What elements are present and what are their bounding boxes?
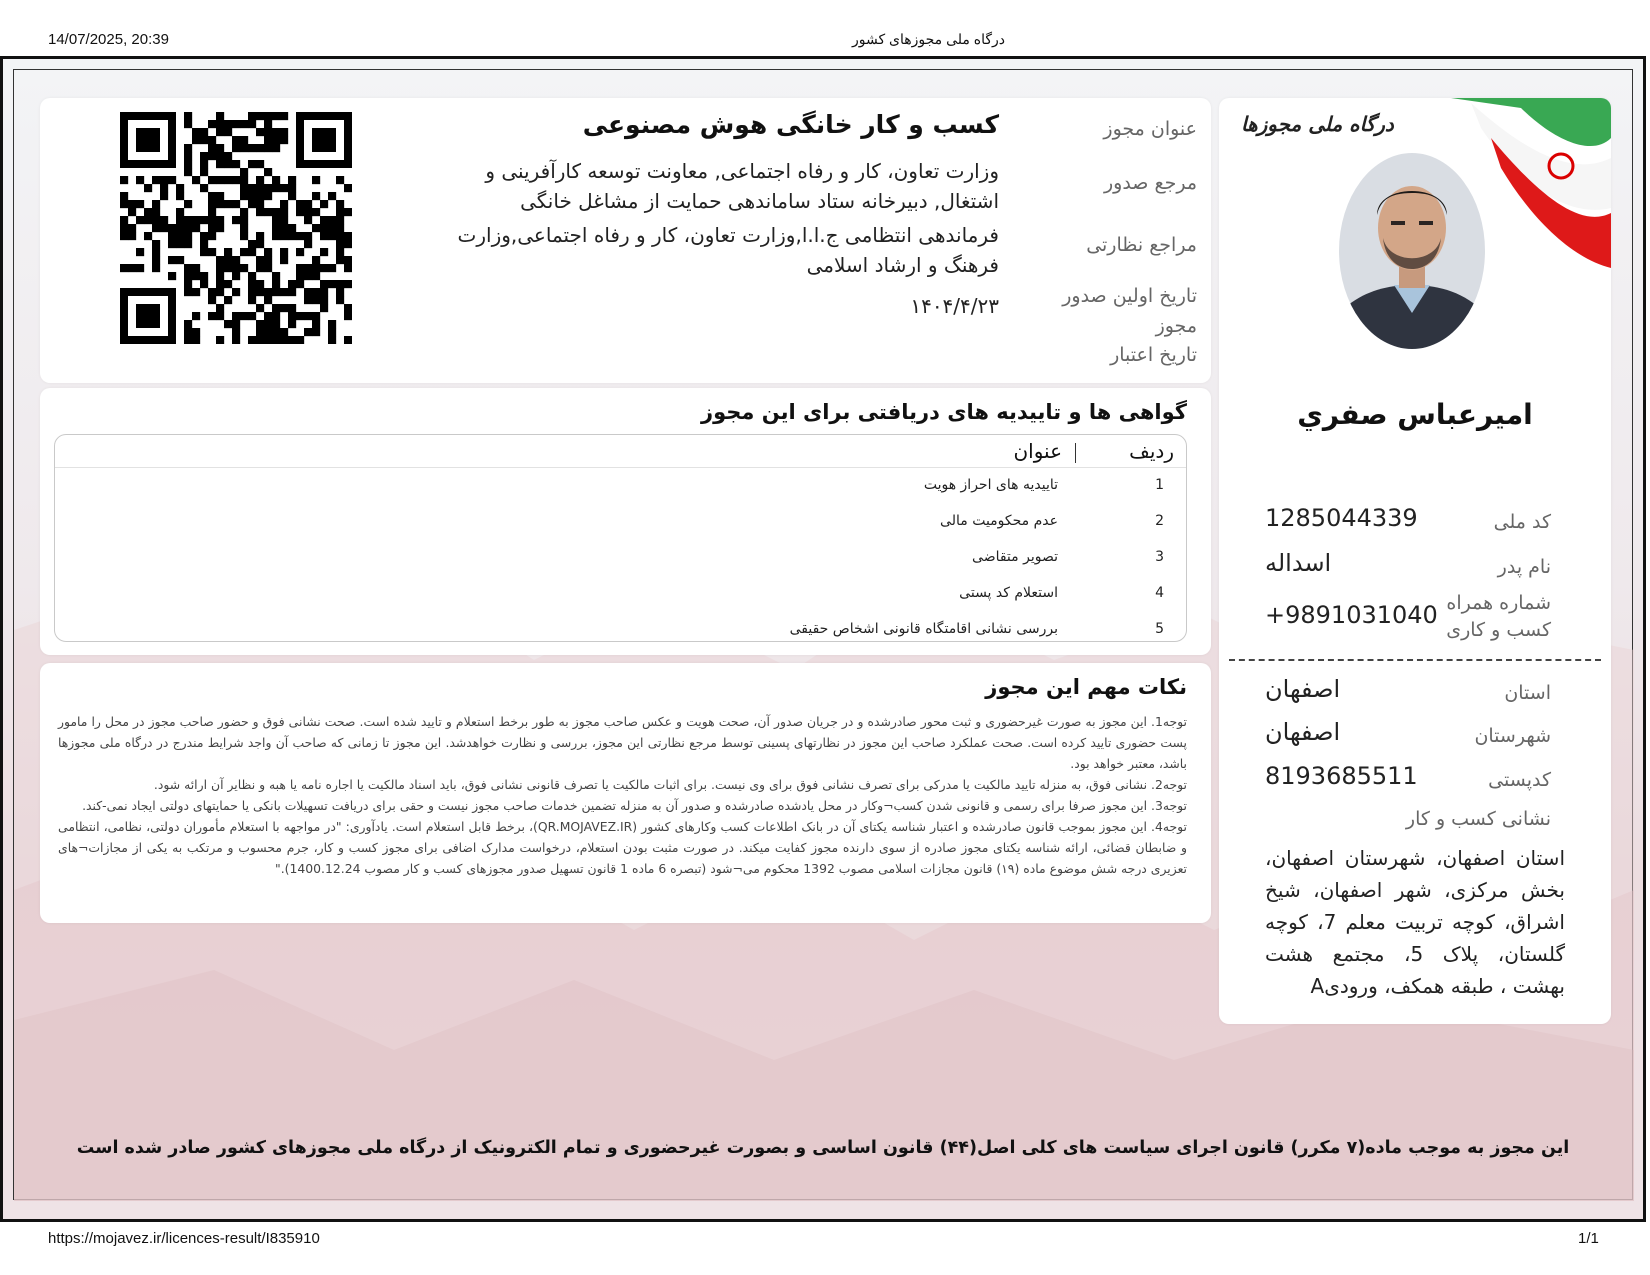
col-title-header: عنوان <box>1013 439 1062 463</box>
note-item: توجه3. این مجوز صرفا برای رسمی و قانونی شدن کسب¬وکار در محل یادشده صادرشده و صدور آن به منزله تضمین خدمات صاحب مجوز نیست و حقی برای دریافت تسهیلات بانکی یا حمایتهای دولتی ایجاد نمی-کند. <box>82 798 1187 813</box>
section-divider <box>1229 659 1601 661</box>
col-divider <box>1075 443 1076 463</box>
note-item: توجه1. این مجوز به صورت غیرحضوری و ثبت محور صادرشده و در جریان صدور آن، صحت هویت و عکس صاحب مجوز به طور برخط استعلام و تایید شده است. صحت نشانی فوق و حضور صاحب مجوز در محل را مامور پست حضوری تایید کرده است. صحت عملکرد صاحب این مجوز در نظارتهای پسینی توسط مرجع نظارتی این مجوز، بررسی و نظارت خواهدشد. این مجوز تا زمانی که صاحب آن واجد شرایط مندرج در درگاه ملی مجوزها باشد، معتبر خواهد بود. <box>58 714 1187 771</box>
note-item: توجه2. نشانی فوق، به منزله تایید مالکیت یا مدرکی برای تصرف نشانی فوق برای وی نیست. برای اثبات مالکیت یا تصرف قانونی نشانی فوق، باید اسناد مالکیت یا اجاره نامه یا هبه و نظایر آن ارائه شود. <box>153 777 1187 792</box>
address-value: استان اصفهان، شهرستان اصفهان، بخش مرکزی، شهر اصفهان، شیخ اشراق، کوچه تربیت معلم 7، کوچه گلستان، پلاک 5، مجتمع هشت بهشت ، طبقه همکف، ورودیA <box>1265 846 1566 998</box>
owner-photo <box>1339 153 1485 349</box>
row-title: استعلام کد پستی <box>959 585 1058 601</box>
mobile-label: شماره همراه کسب و کاری <box>1446 592 1551 641</box>
address-label: نشانی کسب و کار <box>1405 808 1551 830</box>
row-title: تصویر متقاضی <box>972 549 1058 565</box>
certificates-table <box>54 434 1187 642</box>
postal-code-label: کدپستی <box>1488 769 1551 791</box>
first-issue-value: ۱۴۰۴/۴/۲۳ <box>910 294 999 318</box>
notes-card <box>40 663 1211 923</box>
print-url: https://mojavez.ir/licences-result/I835910 <box>48 1230 320 1247</box>
first-issue-label: تاریخ اولین صدور مجوز <box>1062 285 1197 337</box>
city-value: اصفهان <box>1265 718 1341 746</box>
national-id-label: کد ملی <box>1493 511 1551 533</box>
owner-name: اميرعباس صفري <box>1297 398 1533 431</box>
certificate-inner-border <box>13 69 1633 1200</box>
mobile-value: +9891031040 <box>1265 601 1438 629</box>
notes-body <box>58 711 1187 879</box>
province-value: اصفهان <box>1265 675 1341 703</box>
legal-statement: این مجوز به موجب ماده(۷ مکرر) قانون اجرای سیاست های کلی اصل(۴۴) قانون اساسی و بصورت غیرحضوری و تمام الکترونیک از درگاه ملی مجوزهای کشور صادر شده است <box>76 1138 1570 1158</box>
table-header-divider <box>55 467 1186 468</box>
city-label: شهرستان <box>1474 725 1551 747</box>
father-name-value: اسداله <box>1265 549 1332 577</box>
row-title: بررسی نشانی اقامتگاه قانونی اشخاص حقیقی <box>789 621 1058 637</box>
certificates-card <box>40 388 1211 655</box>
qr-code <box>120 112 352 344</box>
row-number: 5 <box>1155 621 1164 637</box>
print-page-title: درگاه ملی مجوزهای کشور <box>852 31 1006 47</box>
father-name-label: نام پدر <box>1497 556 1551 578</box>
license-title-value: کسب و کار خانگی هوش مصنوعی <box>582 110 999 139</box>
row-number: 4 <box>1155 585 1164 601</box>
certificates-title: گواهی ها و تاییدیه های دریافتی برای این مجوز <box>700 400 1187 424</box>
validity-label: تاریخ اعتبار <box>1110 344 1197 366</box>
postal-code-value: 8193685511 <box>1265 762 1418 790</box>
license-info-card <box>40 98 1211 383</box>
issuer-label: مرجع صدور <box>1103 172 1197 194</box>
issuer-value: وزارت تعاون، کار و رفاه اجتماعی, معاونت توسعه کارآفرینی و اشتغال, دبیرخانه ستاد ساماندهی حمایت از مشاغل خانگی <box>485 159 999 213</box>
national-id-value: 1285044339 <box>1265 504 1418 532</box>
portal-logo: درگاه ملی مجوزها <box>1241 112 1394 136</box>
profile-card <box>1219 98 1611 1024</box>
print-page-number: 1/1 <box>1578 1230 1599 1247</box>
license-title-label: عنوان مجوز <box>1103 118 1197 140</box>
supervisors-label: مراجع نظارتی <box>1086 234 1197 256</box>
row-number: 3 <box>1155 549 1164 565</box>
row-number: 2 <box>1155 513 1164 529</box>
col-row-header: ردیف <box>1129 439 1174 463</box>
row-number: 1 <box>1155 477 1164 493</box>
print-datetime: 14/07/2025, 20:39 <box>48 31 169 48</box>
row-title: عدم محکومیت مالی <box>940 513 1058 529</box>
row-title: تاییدیه های احراز هویت <box>923 477 1058 493</box>
note-item: توجه4. این مجوز بموجب قانون صادرشده و اعتبار شناسه یکتای آن در بانک اطلاعات کسب وکارهای کشور (QR.MOJAVEZ.IR)، برخط قابل استعلام است. یادآوری: "در مواجهه با استعلام مأموران دولتی، نظامی، انتظامی و ضابطان قضائی، ارائه شناسه یکتای مجوز صادره از سوی دارنده مجوز کفایت میکند. در صورت مثبت بودن استعلام، درخواست مدارک اضافی برای مجوز کسب و کار، جرم محسوب و مرتکب به یکی از مجازات¬های تعزیری درجه شش موضوع ماده (۱۹) قانون مجازات اسلامی مصوب 1392 محکوم می¬شود (تبصره 6 ماده 1 قانون تسهیل صدور مجوزهای کسب و کار مصوب 1400.12.24)." <box>58 819 1187 876</box>
notes-title: نکات مهم این مجوز <box>985 675 1187 699</box>
supervisors-value: فرماندهی انتظامی ج.ا.ا,وزارت تعاون، کار و رفاه اجتماعی,وزارت فرهنگ و ارشاد اسلامی <box>457 223 999 277</box>
province-label: استان <box>1504 682 1551 704</box>
license-certificate <box>0 56 1646 1222</box>
